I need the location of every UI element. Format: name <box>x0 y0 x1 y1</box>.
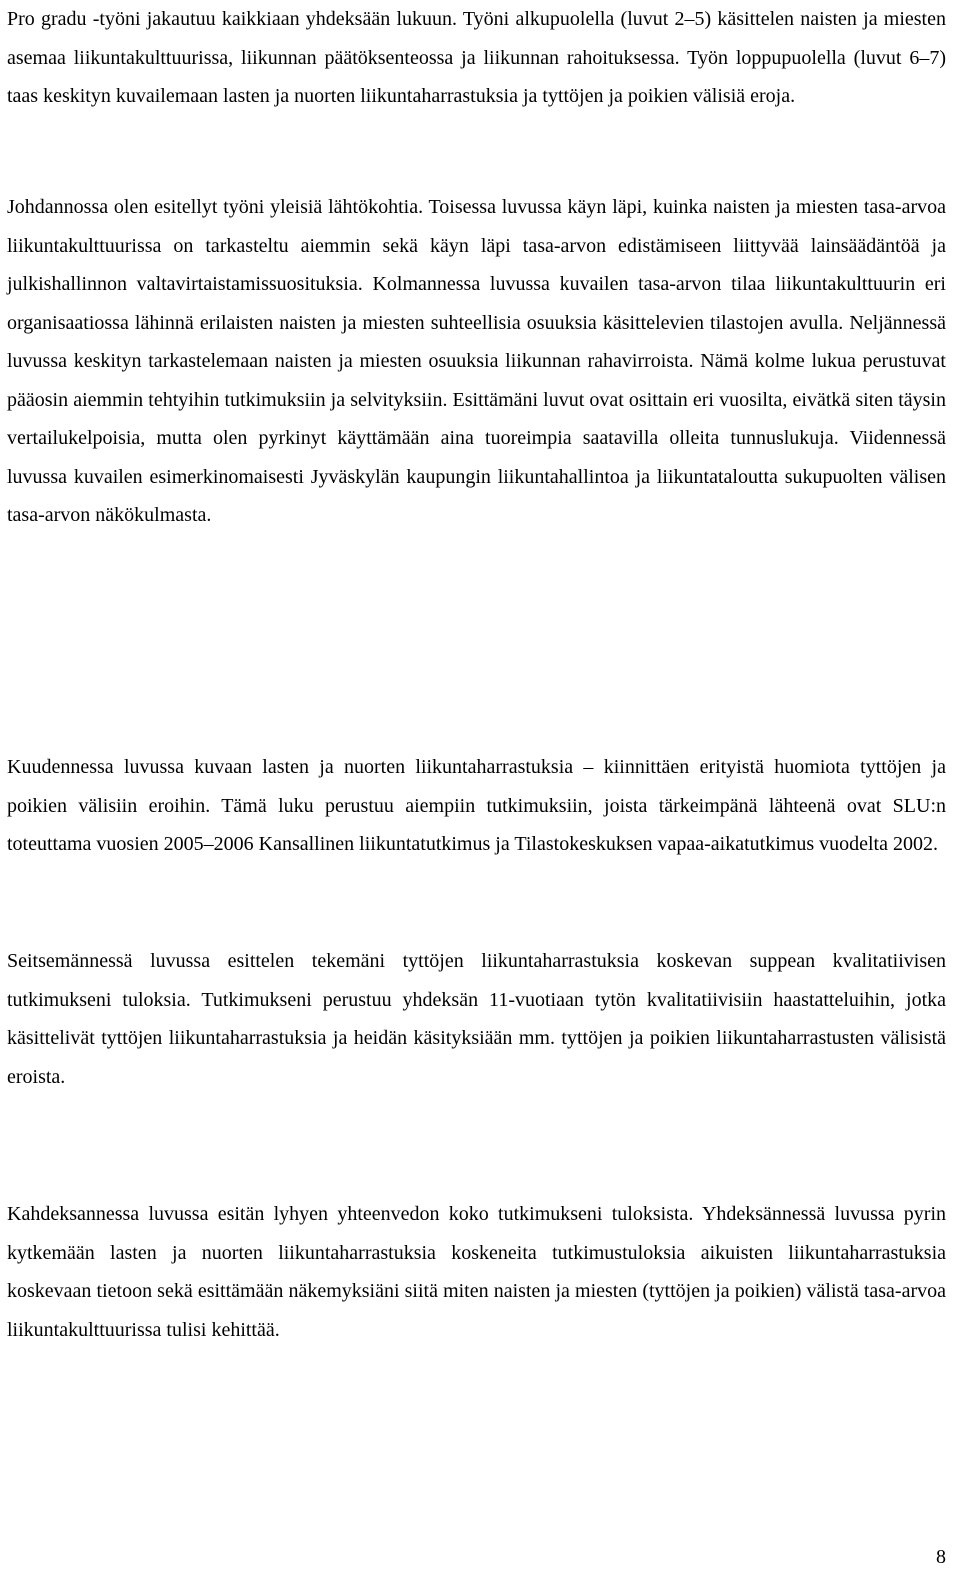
paragraph-chapter-6: Kuudennessa luvussa kuvaan lasten ja nuorten liikuntaharrastuksia – kiinnittäen erityistä huomiota tyttöjen ja poikien välisiin eroihin. Tämä luku perustuu aiempiin tutkimuksiin, joista tärkeimpänä lähteenä ovat SLU:n toteuttama vuosien 2005–2006 Kansallinen liikuntatutkimus ja Tilastokeskuksen vapaa-aikatutkimus vuodelta 2002. <box>7 756 946 855</box>
paragraph-chapters-2-5: Johdannossa olen esitellyt työni yleisiä lähtökohtia. Toisessa luvussa käyn läpi, kuinka naisten ja miesten tasa-arvoa liikuntakulttuurissa on tarkasteltu aiemmin sekä käyn läpi tasa-arvon edistämiseen liittyvää lainsäädäntöä ja julkishallinnon valtavirtaistamissuosituksia. Kolmannessa luvussa kuvailen tasa-arvon tilaa liikuntakulttuurin eri organisaatiossa lähinnä erilaisten naisten ja miesten suhteellisia osuuksia käsittelevien tilastojen avulla. Neljännessä luvussa keskityn tarkastelemaan naisten ja miesten osuuksia liikunnan rahavirroista. Nämä kolme lukua perustuvat pääosin aiemmin tehtyihin tutkimuksiin ja selvityksiin. Esittämäni luvut ovat osittain eri vuosilta, eivätkä siten täysin vertailukelpoisia, mutta olen pyrkinyt käyttämään aina tuoreimpia saatavilla olleita tunnuslukuja. Viidennessä luvussa kuvailen esimerkinomaisesti Jyväskylän kaupungin liikuntahallintoa ja liikuntataloutta sukupuolten välisen tasa-arvon näkökulmasta. <box>7 196 946 526</box>
page-number: 8 <box>936 1546 946 1568</box>
paragraph-chapter-overview: Pro gradu -työni jakautuu kaikkiaan yhdeksään lukuun. Työni alkupuolella (luvut 2–5) käsittelen naisten ja miesten asemaa liikuntakulttuurissa, liikunnan päätöksenteossa ja liikunnan rahoituksessa. Työn loppupuolella (luvut 6–7) taas keskityn kuvailemaan lasten ja nuorten liikuntaharrastuksia ja tyttöjen ja poikien välisiä eroja. <box>7 8 946 107</box>
paragraph-chapters-8-9: Kahdeksannessa luvussa esitän lyhyen yhteenvedon koko tutkimukseni tuloksista. Yhdeksännessä luvussa pyrin kytkemään lasten ja nuorten liikuntaharrastuksia koskeneita tutkimustuloksia aikuisten liikuntaharrastuksia koskevaan tietoon sekä esittämään näkemyksiäni siitä miten naisten ja miesten (tyttöjen ja poikien) välistä tasa-arvoa liikuntakulttuurissa tulisi kehittää. <box>7 1203 946 1341</box>
paragraph-chapter-7: Seitsemännessä luvussa esittelen tekemäni tyttöjen liikuntaharrastuksia koskevan suppean kvalitatiivisen tutkimukseni tuloksia. Tutkimukseni perustuu yhdeksän 11-vuotiaan tytön kvalitatiivisiin haastatteluihin, jotka käsittelivät tyttöjen liikuntaharrastuksia ja heidän käsityksiään mm. tyttöjen ja poikien liikuntaharrastusten välisistä eroista. <box>7 950 946 1088</box>
